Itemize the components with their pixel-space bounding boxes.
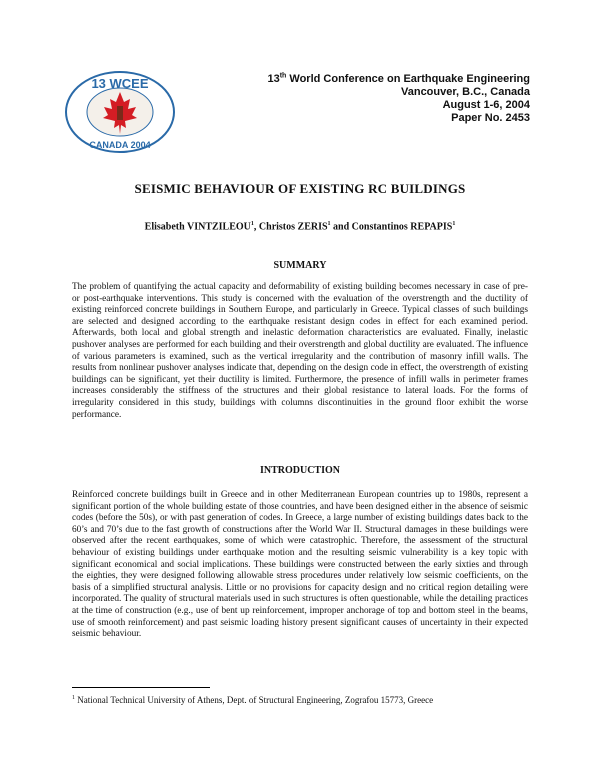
author-list bbox=[0, 221, 600, 232]
conference-name bbox=[267, 73, 530, 86]
paper-number: Paper No. 2453 bbox=[451, 112, 530, 124]
author-affiliation-mark: 1 bbox=[327, 221, 331, 227]
summary-heading: SUMMARY bbox=[273, 260, 327, 271]
summary-paragraph: The problem of quantifying the actual capacity and deformability of existing building becomes necessary in case of pre- or post-earthquake interventions. This study is concerned with the evaluation of the overstrength and the ductility of existing reinforced concrete buildings in Southern Europe, and particularly in Greece. Typical classes of such buildings are selected and designed according to the earthquake resistant design codes in effect for each examined period. Afterwards, both local and global strength and inelastic deformation characteristics are evaluated. Finally, inelastic pushover analyses are performed for each building and their overstrength and global ductility are evaluated. The influence of various parameters is examined, such as the vertical irregularity and the contribution of masonry infill walls. The results from nonlinear pushover analyses indicate that, depending on the design code in effect, the overstrength of existing buildings can be significant, yet their ductility is limited. Furthermore, the presence of infill walls in perimeter frames increases considerably the stiffness of the structures and their global resistance to lateral loads. For the forms of irregularity considered in this study, buildings with columns discontinuities in the ground floor exhibit the worse performance. bbox=[72, 282, 528, 420]
conference-ordinal-suffix: th bbox=[279, 72, 287, 80]
paper-title: SEISMIC BEHAVIOUR OF EXISTING RC BUILDINGS bbox=[134, 181, 466, 196]
footnote-text: National Technical University of Athens, Dept. of Structural Engineering, Zografou 15773, Greece bbox=[75, 695, 434, 705]
author-name: Elisabeth VINTZILEOU bbox=[144, 221, 251, 233]
conference-ordinal: 13 bbox=[267, 73, 280, 85]
conference-title: World Conference on Earthquake Engineering bbox=[286, 73, 530, 85]
logo-bottom-text: CANADA 2004 bbox=[89, 140, 151, 150]
author-affiliation-mark: 1 bbox=[250, 221, 254, 227]
introduction-paragraph: Reinforced concrete buildings built in Greece and in other Mediterranean European countries up to 1980s, represent a significant portion of the whole building estate of those countries, and have been designed either in the absence of seismic codes (before the 50s), or with past generation of codes. In Greece, a large number of existing buildings dates back to the 60’s and 70’s due to the fast growth of constructions after the World War II. Structural damages in these buildings were observed after the recent earthquakes, some of which were catastrophic. Therefore, the assessment of the structural behaviour of existing buildings under earthquake motion and the resulting seismic vulnerability is a key topic with significant economical and social implications. These buildings were constructed between the early sixties and through the eighties, they were designed following allowable stress procedures under relatively low seismic coefficients, on the basis of a simplified structural analysis. Little or no provisions for capacity design and no critical region detailing were incorporated. The quality of structural materials used in such structures is often questionable, while the detailing practices at the time of construction (e.g., use of bent up reinforcement, improper anchorage of top and bottom steel in the beams, use of smooth reinforcement) and past seismic loading history present significant causes of uncertainty in their expected seismic behaviour. bbox=[72, 490, 528, 640]
footnote bbox=[72, 693, 433, 706]
conference-location: Vancouver, B.C., Canada bbox=[401, 86, 530, 98]
conference-dates: August 1-6, 2004 bbox=[442, 99, 530, 111]
footnote-mark: 1 bbox=[72, 695, 75, 701]
author-separator: and bbox=[330, 221, 352, 233]
wcee-logo bbox=[64, 70, 176, 154]
footnote-divider bbox=[72, 687, 210, 688]
author-name: Constantinos REPAPIS bbox=[351, 221, 453, 233]
introduction-heading: INTRODUCTION bbox=[259, 465, 340, 476]
author-affiliation-mark: 1 bbox=[452, 221, 456, 227]
conference-header bbox=[267, 73, 530, 125]
author-name: Christos ZERIS bbox=[258, 221, 328, 233]
logo-top-text: 13 WCEE bbox=[91, 76, 149, 91]
author-separator: , bbox=[253, 221, 259, 233]
